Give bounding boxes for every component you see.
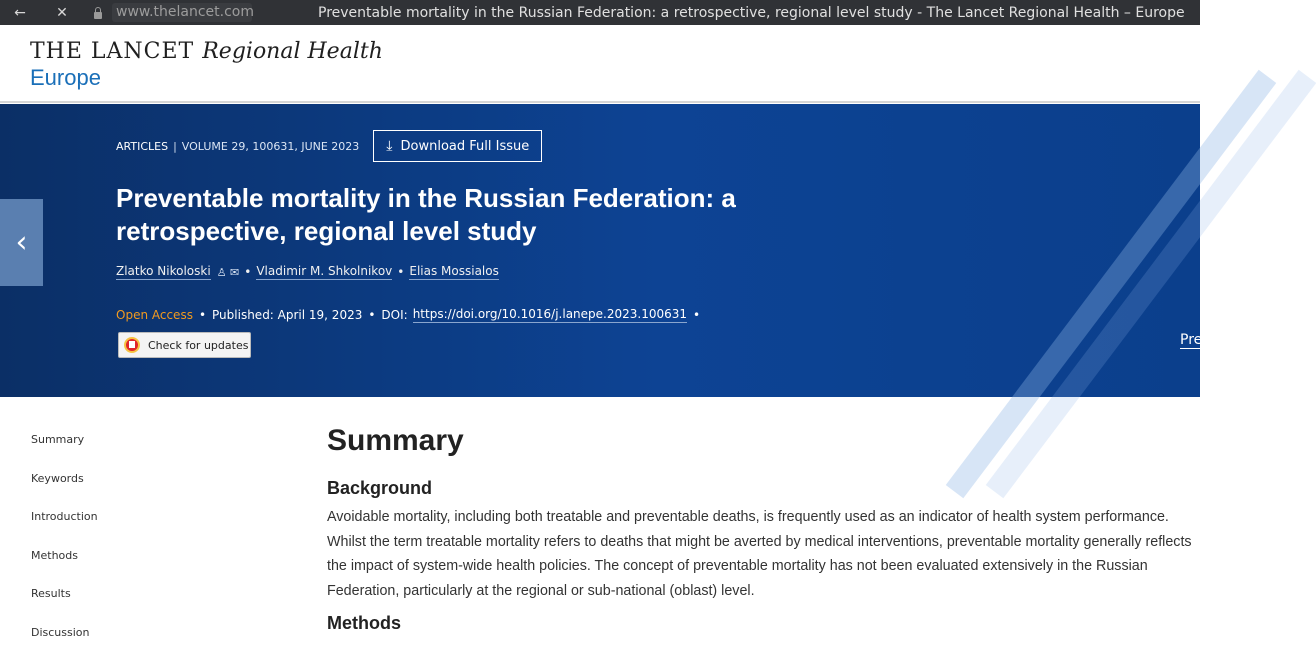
- browser-toolbar: [0, 0, 1200, 25]
- sidebar-item-methods[interactable]: Methods: [31, 548, 78, 562]
- summary-heading: Summary: [327, 424, 464, 457]
- bullet-separator: •: [244, 265, 252, 279]
- sidebar-item-results[interactable]: Results: [31, 587, 71, 601]
- doi-label: DOI:: [381, 308, 408, 322]
- article-title: Preventable mortality in the Russian Federation: a retrospective, regional level study: [116, 183, 736, 246]
- volume-info[interactable]: VOLUME 29, 100631, JUNE 2023: [181, 139, 360, 153]
- bullet-separator: •: [693, 308, 701, 322]
- published-date: Published: April 19, 2023: [212, 308, 363, 322]
- chevron-left-icon: ‹: [15, 225, 28, 260]
- check-for-updates-button[interactable]: [118, 332, 251, 358]
- logo-italic-text: Regional Health: [202, 39, 383, 64]
- doi-link[interactable]: https://doi.org/10.1016/j.lanepe.2023.100631: [412, 307, 688, 321]
- background-heading: Background: [327, 478, 433, 498]
- open-access-badge[interactable]: Open Access: [116, 308, 193, 322]
- address-bar[interactable]: www.thelancet.com: [112, 3, 252, 22]
- person-mail-icon[interactable]: ♙ ✉: [216, 265, 240, 279]
- author-link[interactable]: Elias Mossialos: [409, 264, 499, 278]
- author-link[interactable]: Zlatko Nikoloski: [116, 264, 211, 278]
- article-meta-row: [116, 130, 542, 162]
- article-outline-sidebar: [31, 433, 231, 665]
- next-article-link[interactable]: Pre: [1180, 332, 1203, 348]
- back-arrow-icon[interactable]: ←: [14, 4, 26, 21]
- logo-main-text: THE LANCET: [30, 39, 195, 64]
- bullet-separator: •: [397, 265, 405, 279]
- section-label[interactable]: ARTICLES: [116, 139, 169, 153]
- sidebar-item-keywords[interactable]: Keywords: [31, 471, 84, 485]
- journal-header: [0, 25, 1200, 103]
- download-full-issue-button[interactable]: [373, 130, 542, 162]
- crossmark-icon: [124, 337, 140, 353]
- download-icon: ⤓: [386, 138, 393, 154]
- author-link[interactable]: Vladimir M. Shkolnikov: [256, 264, 393, 278]
- publication-info: [116, 307, 706, 323]
- logo-sub-text: Europe: [30, 65, 101, 90]
- methods-heading: Methods: [327, 613, 401, 634]
- journal-logo[interactable]: [30, 39, 383, 91]
- download-label: Download Full Issue: [400, 138, 530, 154]
- sidebar-item-introduction[interactable]: Introduction: [31, 510, 98, 524]
- article-body: [327, 424, 1192, 634]
- lock-icon: [92, 6, 104, 20]
- sidebar-item-discussion[interactable]: Discussion: [31, 625, 90, 639]
- author-list: [116, 264, 499, 280]
- check-updates-label: Check for updates: [148, 338, 249, 352]
- page-tab-title: Preventable mortality in the Russian Federation: a retrospective, regional level study - The Lancet Regional Health – Europe: [318, 4, 1185, 21]
- meta-separator: |: [173, 139, 177, 153]
- article-hero-banner: [0, 104, 1203, 397]
- bullet-separator: •: [368, 308, 376, 322]
- previous-article-button[interactable]: [0, 199, 43, 286]
- background-paragraph: Avoidable mortality, including both treatable and preventable deaths, is frequently used as an indicator of health system performance. Whilst the term treatable mortality refers to deaths that might be averted by medical interventions, preventable mortality generally reflects the impact of system-wide health policies. The concept of preventable mortality has not been evaluated extensively in the Russian Federation, particularly at the regional or sub-national (oblast) level.: [327, 509, 1192, 599]
- close-icon[interactable]: ✕: [56, 4, 68, 21]
- sidebar-item-summary[interactable]: Summary: [31, 433, 85, 446]
- bullet-separator: •: [198, 308, 207, 322]
